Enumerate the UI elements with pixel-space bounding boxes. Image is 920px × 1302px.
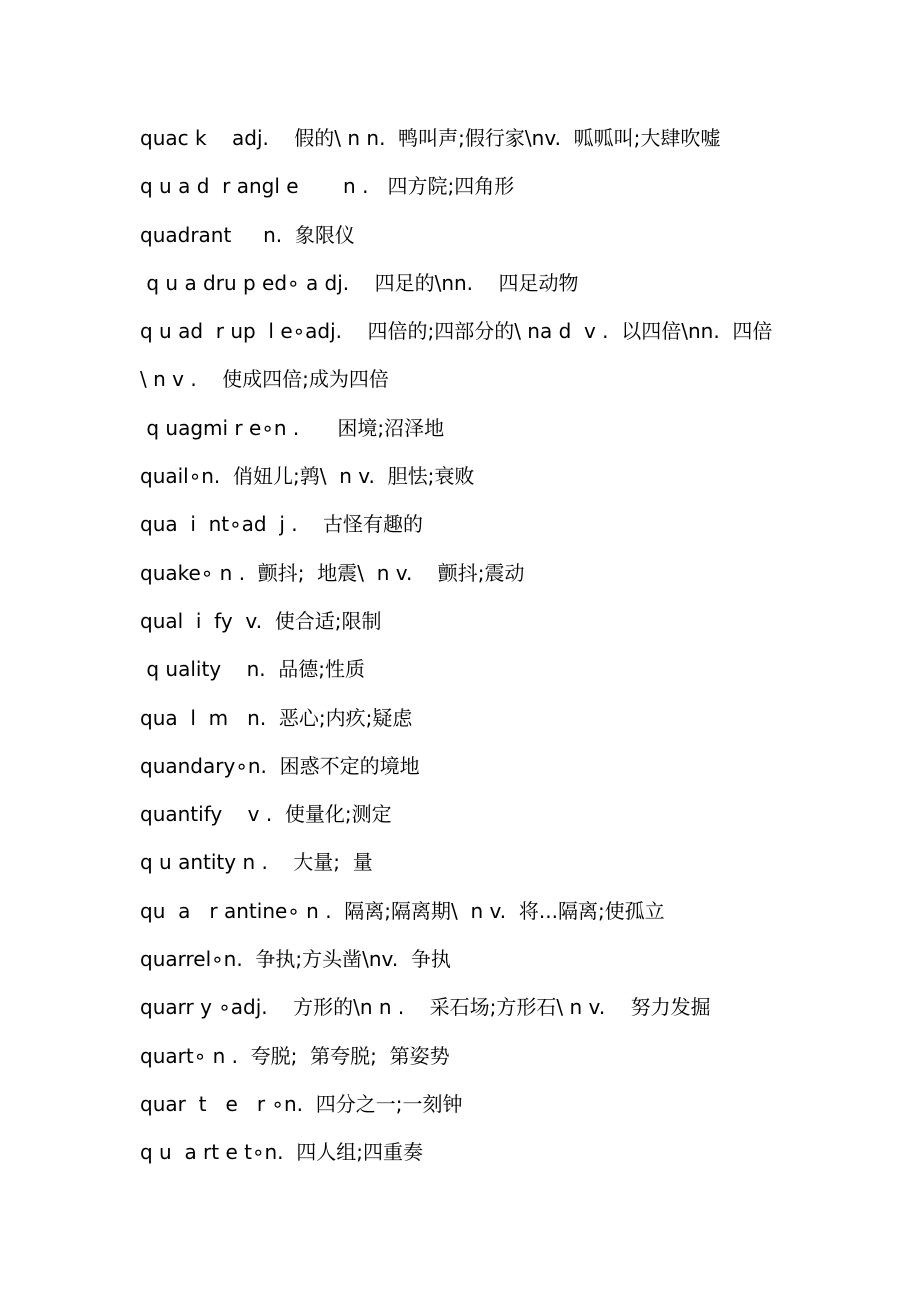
vocabulary-entry-quarrel: quarrel∘n. 争执;方头凿\nv. 争执 — [140, 947, 451, 972]
vocabulary-entry-quarter: quar t e r ∘n. 四分之一;一刻钟 — [140, 1091, 463, 1116]
vocabulary-entry-quake: quake∘ n . 颤抖; 地震\ n v. 颤抖;震动 — [140, 560, 525, 585]
vocabulary-entry-quack: quac k adj. 假的\ n n. 鸭叫声;假行家\nv. 呱呱叫;大肆吹嘘 — [140, 126, 721, 150]
vocabulary-entry-quarantine: qu a r antine∘ n . 隔离;隔离期\ n v. 将...隔离;使孤立 — [140, 898, 665, 923]
vocabulary-entry-quadruple-continued: \ n v . 使成四倍;成为四倍 — [140, 367, 389, 392]
vocabulary-entry-quarry: quarr y ∘adj. 方形的\n n . 采石场;方形石\ n v. 努力发掘 — [140, 995, 711, 1020]
vocabulary-entry-qualm: qua l m n. 恶心;内疚;疑虑 — [140, 705, 413, 730]
vocabulary-entry-quality: q uality n. 品德;性质 — [140, 657, 366, 682]
vocabulary-entry-quaint: qua i nt∘ad j . 古怪有趣的 — [140, 512, 424, 537]
vocabulary-entry-quadruped: q u a dru p ed∘ a dj. 四足的\nn. 四足动物 — [140, 270, 579, 295]
vocabulary-entry-quadrant: quadrant n. 象限仪 — [140, 222, 355, 247]
vocabulary-entry-quartet: q u a rt e t∘n. 四人组;四重奏 — [140, 1140, 423, 1165]
vocabulary-entry-quadruple: q u ad r up l e∘adj. 四倍的;四部分的\ na d v . 以四倍\nn. 四倍 — [140, 319, 773, 344]
vocabulary-entry-quart: quart∘ n . 夸脱; 第夸脱; 第姿势 — [140, 1043, 450, 1068]
vocabulary-entry-quantity: q u antity n . 大量; 量 — [140, 850, 373, 875]
vocabulary-entry-quantify: quantify v . 使量化;测定 — [140, 802, 392, 827]
vocabulary-entry-quail: quail∘n. 俏妞儿;鹑\ n v. 胆怯;衰败 — [140, 464, 475, 489]
vocabulary-entry-quadrangle: q u a d r angl e n . 四方院;四角形 — [140, 174, 515, 199]
vocabulary-entry-quagmire: q uagmi r e∘n . 困境;沼泽地 — [140, 415, 445, 440]
vocabulary-entry-qualify: qual i fy v. 使合适;限制 — [140, 608, 382, 633]
vocabulary-entry-quandary: quandary∘n. 困惑不定的境地 — [140, 753, 420, 778]
vocabulary-list — [140, 121, 840, 1184]
